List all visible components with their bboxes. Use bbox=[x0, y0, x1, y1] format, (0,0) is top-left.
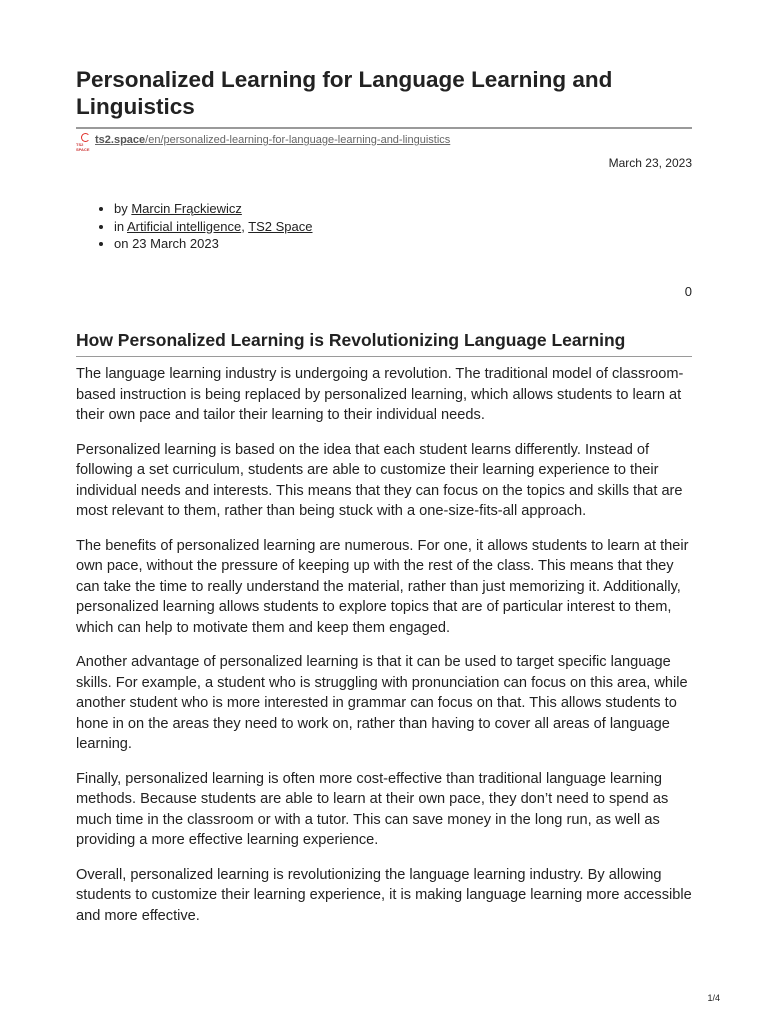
body-paragraph: Overall, personalized learning is revolutionizing the language learning industry. By allowing students to customize their learning experience, it is making language learning more accessible and more effective. bbox=[76, 866, 692, 924]
ts2-logo-icon: TS2 SPACE bbox=[76, 133, 92, 147]
source-host: ts2.space bbox=[95, 134, 146, 146]
category-link-ts2[interactable]: TS2 Space bbox=[248, 218, 313, 234]
body-paragraph: The language learning industry is undergoing a revolution. The traditional model of classroom-based instruction is being replaced by personalized learning, which allows students to learn at their own pace and tailor their learning to their individual needs. bbox=[76, 366, 684, 423]
publish-date: March 23, 2023 bbox=[608, 156, 692, 170]
page-indicator: 1/4 bbox=[707, 993, 720, 1003]
article-body bbox=[76, 364, 692, 940]
author-link[interactable]: Marcin Frąckiewicz bbox=[131, 201, 242, 216]
category-link-ai[interactable]: Artificial intelligence bbox=[127, 218, 242, 234]
source-line bbox=[76, 133, 451, 152]
meta-author: • by Marcin Frąckiewicz bbox=[114, 200, 313, 218]
comment-count: 0 bbox=[684, 284, 692, 299]
meta-categories: • in Artificial intelligence, TS2 Space bbox=[114, 218, 313, 236]
article-title: Personalized Learning for Language Learning and Linguistics bbox=[76, 67, 613, 119]
section-heading: How Personalized Learning is Revolutionizing Language Learning bbox=[76, 330, 626, 350]
source-path: /en/personalized-learning-for-language-learning-and-linguistics bbox=[145, 134, 451, 146]
article-meta-list bbox=[98, 200, 313, 253]
body-paragraph: The benefits of personalized learning are numerous. For one, it allows students to learn at their own pace, without the pressure of keeping up with the rest of the class. This means that they can take the time to really understand the material, rather than just memorizing it. Additionally, personalized learning allows students to explore topics that are of particular interest to them, which can help to motivate them and keep them engaged. bbox=[76, 537, 689, 636]
meta-date: • on 23 March 2023 bbox=[114, 235, 313, 253]
body-paragraph: Finally, personalized learning is often more cost-effective than traditional language learning methods. Because students are able to learn at their own pace, they don’t need to spend as much time in the classroom or with a tutor. This can save money in the long run, as well as providing a more effective learning experience. bbox=[76, 770, 669, 848]
title-divider bbox=[76, 127, 692, 129]
source-link[interactable] bbox=[95, 133, 450, 147]
body-paragraph: Another advantage of personalized learning is that it can be used to target specific language skills. For example, a student who is struggling with pronunciation can focus on this area, while another student who is more interested in grammar can focus on that. This allows students to hone in on the areas they need to work on, rather than having to cover all areas of language learning. bbox=[76, 654, 688, 752]
section-divider bbox=[76, 356, 692, 357]
body-paragraph: Personalized learning is based on the idea that each student learns differently. Instead of following a set curriculum, students are able to customize their learning experience to their individual needs and interests. This means that they can focus on the topics and skills that are most relevant to them, rather than being stuck with a one-size-fits-all approach. bbox=[76, 441, 683, 519]
